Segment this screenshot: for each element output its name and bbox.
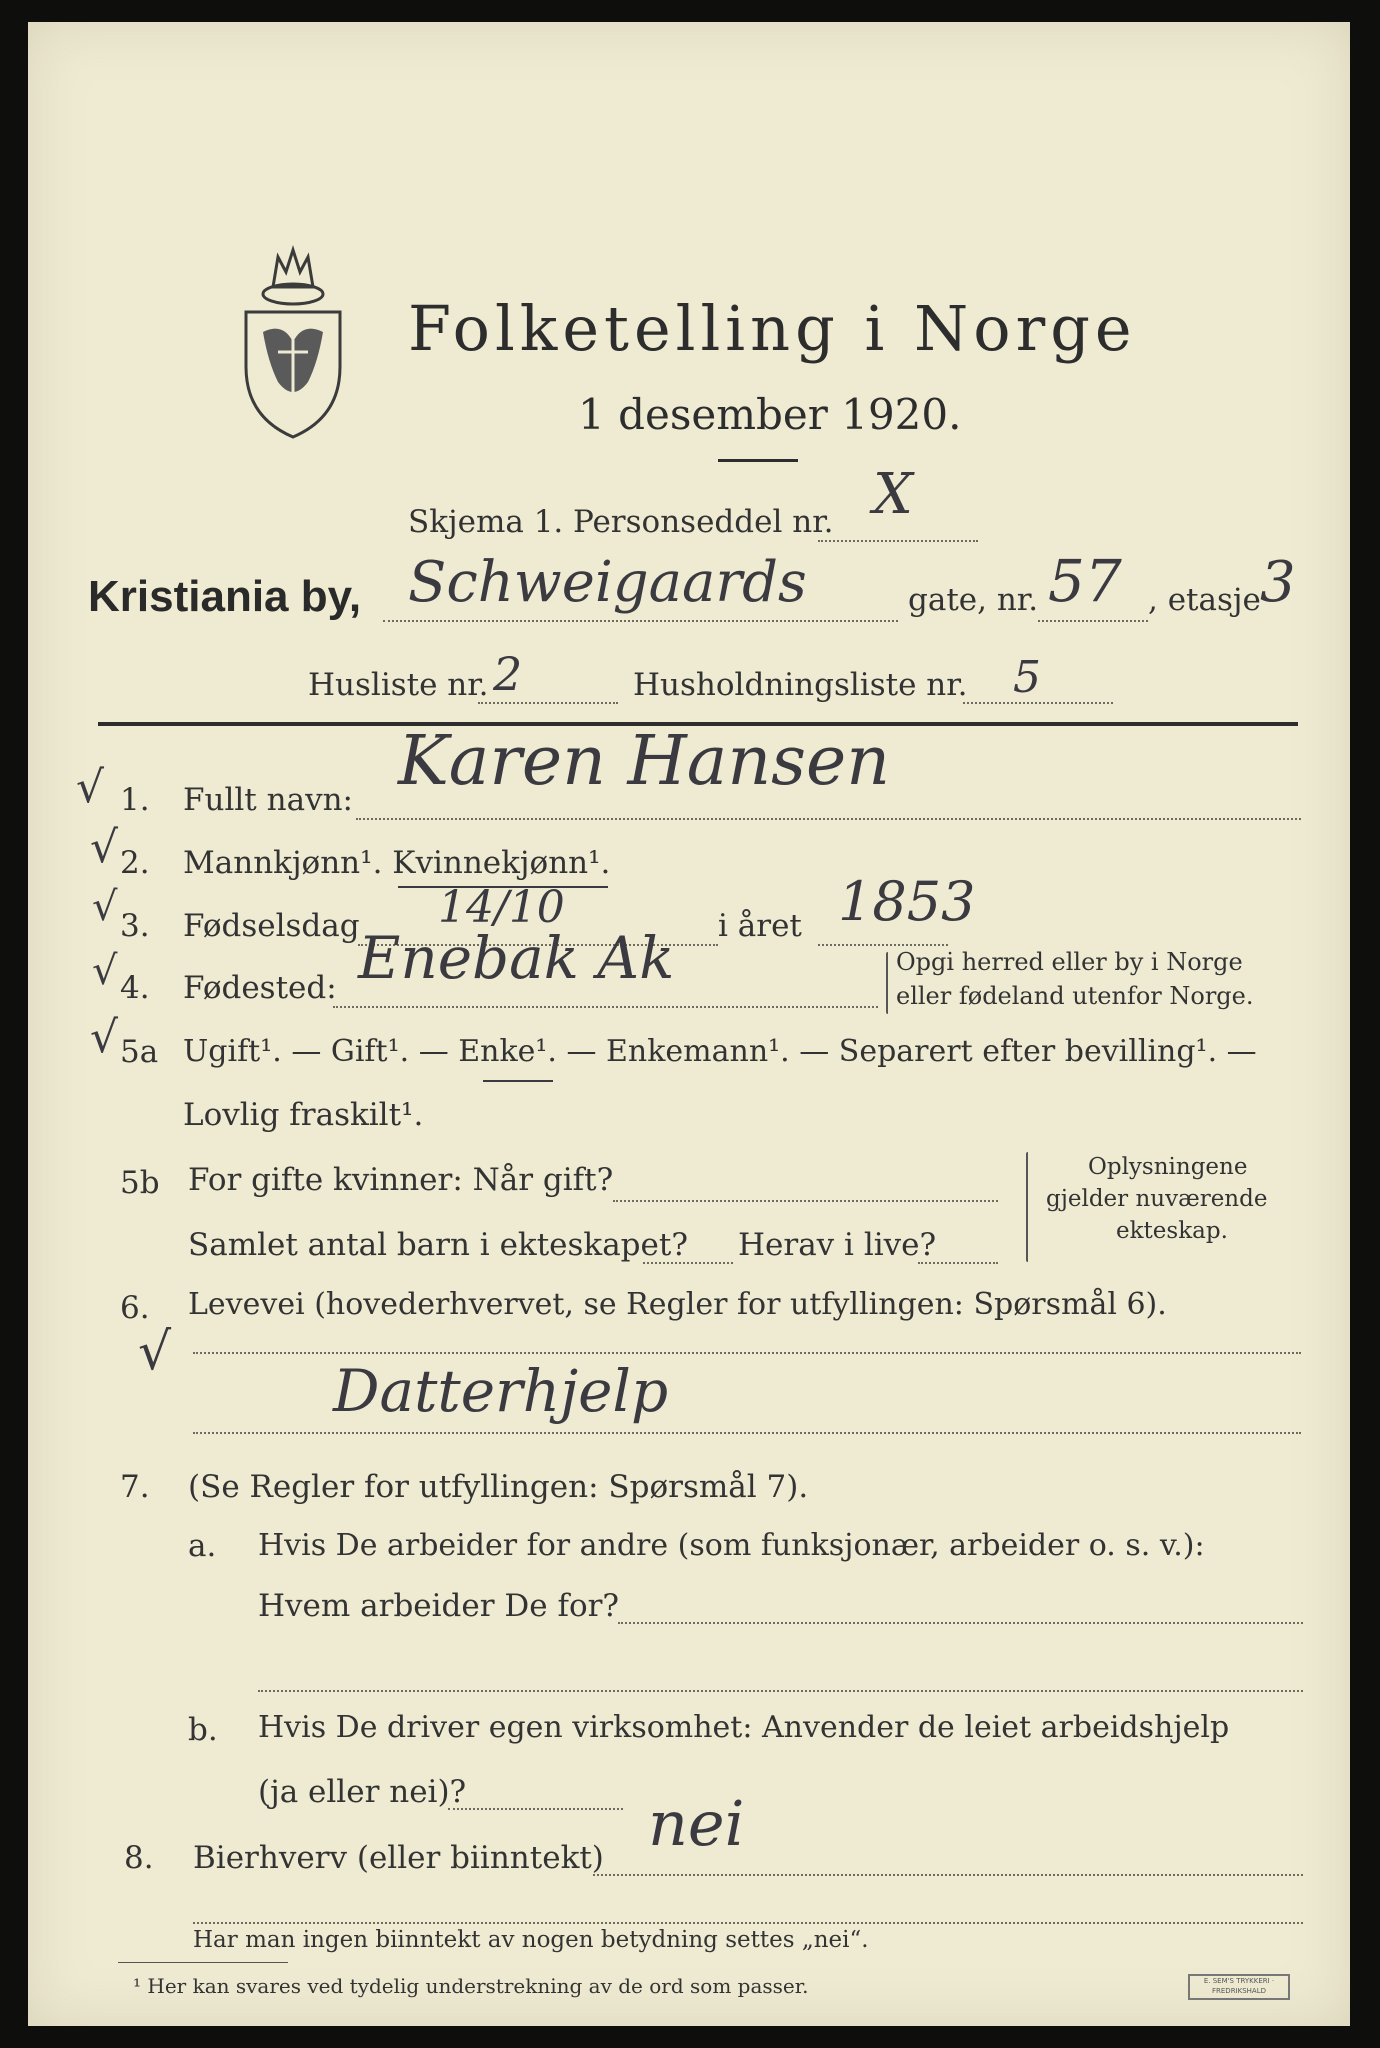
q7-number: 7.: [120, 1469, 150, 1505]
q5b-note-3: ekteskap.: [1116, 1218, 1228, 1244]
gate-nr-line: [1038, 620, 1148, 622]
husholdning-label: Husholdningsliste nr.: [633, 667, 968, 703]
q3-value: 14/10: [438, 882, 565, 933]
personseddel-line: [818, 540, 978, 542]
husholdning-value: 5: [1013, 652, 1041, 703]
checkmark-1: √: [76, 762, 105, 813]
gate-label: gate, nr.: [908, 582, 1039, 618]
q5b-note-2: gjelder nuværende: [1046, 1186, 1268, 1212]
q4-label: Fødested:: [183, 970, 337, 1006]
checkmark-2: √: [90, 822, 119, 873]
printer-stamp: E. SEM'S TRYKKERI · FREDRIKSHALD: [1188, 1974, 1290, 2000]
etasje-label: , etasje: [1148, 582, 1261, 618]
street-value: Schweigaards: [408, 550, 807, 615]
q6-line-1: [193, 1352, 1301, 1354]
q5a-line-2: Lovlig fraskilt¹.: [183, 1097, 424, 1133]
q5b-brace: [1026, 1152, 1028, 1262]
q7b-answer-line: [448, 1808, 623, 1810]
q4-note-2: eller fødeland utenfor Norge.: [896, 982, 1254, 1010]
q1-value: Karen Hansen: [398, 722, 891, 801]
q5a-underline: [483, 1080, 553, 1082]
footer-note: Har man ingen biinntekt av nogen betydning settes „nei“.: [193, 1927, 869, 1953]
q2-label: Mannkjønn¹. Kvinnekjønn¹.: [183, 845, 611, 881]
q2-number: 2.: [120, 845, 150, 881]
q7b-line-1: Hvis De driver egen virksomhet: Anvender de leiet arbeidshjelp: [258, 1710, 1230, 1745]
q5b-number: 5b: [120, 1165, 160, 1201]
q8-number: 8.: [124, 1840, 154, 1876]
census-form: [28, 22, 1350, 2026]
q5a-number: 5a: [120, 1034, 159, 1070]
husliste-line: [478, 702, 618, 704]
census-date: 1 desember 1920.: [578, 390, 962, 439]
q5b-gift-line: [613, 1200, 998, 1202]
gate-nr-value: 57: [1048, 547, 1122, 615]
q1-label: Fullt navn:: [183, 782, 353, 818]
checkmark-6: √: [138, 1322, 172, 1382]
q5b-line-1: For gifte kvinner: Når gift?: [188, 1162, 614, 1198]
q3-label: Fødselsdag: [183, 908, 360, 944]
husliste-value: 2: [493, 647, 523, 701]
title-divider: [718, 459, 798, 462]
q7a-line-1: Hvis De arbeider for andre (som funksjonær, arbeider o. s. v.):: [258, 1528, 1205, 1563]
coat-of-arms-icon: [238, 232, 348, 442]
q7-label: (Se Regler for utfyllingen: Spørsmål 7).: [188, 1469, 809, 1505]
q4-brace: [886, 952, 888, 1014]
etasje-value: 3: [1260, 550, 1296, 615]
q3-year-line: [818, 944, 948, 946]
q5b-live-line: [918, 1262, 998, 1264]
q7a-answer-line-1: [618, 1622, 1303, 1624]
q7a-line-2: Hvem arbeider De for?: [258, 1588, 620, 1624]
q5b-barn-line: [643, 1262, 733, 1264]
q6-label: Levevei (hovederhvervet, se Regler for utfyllingen: Spørsmål 6).: [188, 1287, 1167, 1322]
city-label: Kristiania by,: [88, 572, 362, 621]
q6-value: Datterhjelp: [333, 1357, 669, 1425]
q8-line-2: [193, 1922, 1303, 1924]
q1-line: [356, 818, 1301, 820]
husliste-label: Husliste nr.: [308, 667, 489, 703]
q3-year-label: i året: [718, 908, 802, 944]
q3-year-value: 1853: [838, 870, 976, 933]
q8-value: nei: [648, 1787, 745, 1860]
q7a-answer-line-2: [258, 1690, 1303, 1692]
q5b-line-2b: Herav i live?: [738, 1227, 937, 1263]
q6-number: 6.: [120, 1290, 150, 1326]
q5a-line-1: Ugift¹. — Gift¹. — Enke¹. — Enkemann¹. — Separert efter bevilling¹. —: [183, 1034, 1257, 1069]
q4-line: [333, 1006, 878, 1008]
q6-line-2: [193, 1432, 1301, 1434]
checkmark-3: √: [92, 884, 118, 930]
q5b-line-2a: Samlet antal barn i ekteskapet?: [188, 1227, 688, 1263]
q8-label: Bierhverv (eller biinntekt): [193, 1840, 604, 1876]
q7b-letter: b.: [188, 1712, 218, 1748]
q7a-letter: a.: [188, 1528, 217, 1564]
q4-note-1: Opgi herred eller by i Norge: [896, 948, 1243, 976]
footnote: ¹ Her kan svares ved tydelig understrekning av de ord som passer.: [133, 1974, 809, 1998]
checkmark-4: √: [92, 948, 118, 994]
q7b-line-2: (ja eller nei)?: [258, 1774, 467, 1810]
q3-number: 3.: [120, 908, 150, 944]
personseddel-label: Personseddel nr.: [573, 504, 834, 540]
q4-value: Enebak Ak: [358, 924, 675, 992]
q4-number: 4.: [120, 970, 150, 1006]
street-line: [383, 620, 898, 622]
skjema-label: Skjema 1.: [408, 504, 564, 540]
footnote-rule: [118, 1962, 288, 1963]
personseddel-value: X: [873, 462, 913, 527]
page-title: Folketelling i Norge: [408, 292, 1137, 365]
q5b-note-1: Oplysningene: [1088, 1154, 1248, 1180]
checkmark-5: √: [90, 1012, 119, 1063]
q1-number: 1.: [120, 782, 150, 818]
q8-line: [593, 1874, 1303, 1876]
